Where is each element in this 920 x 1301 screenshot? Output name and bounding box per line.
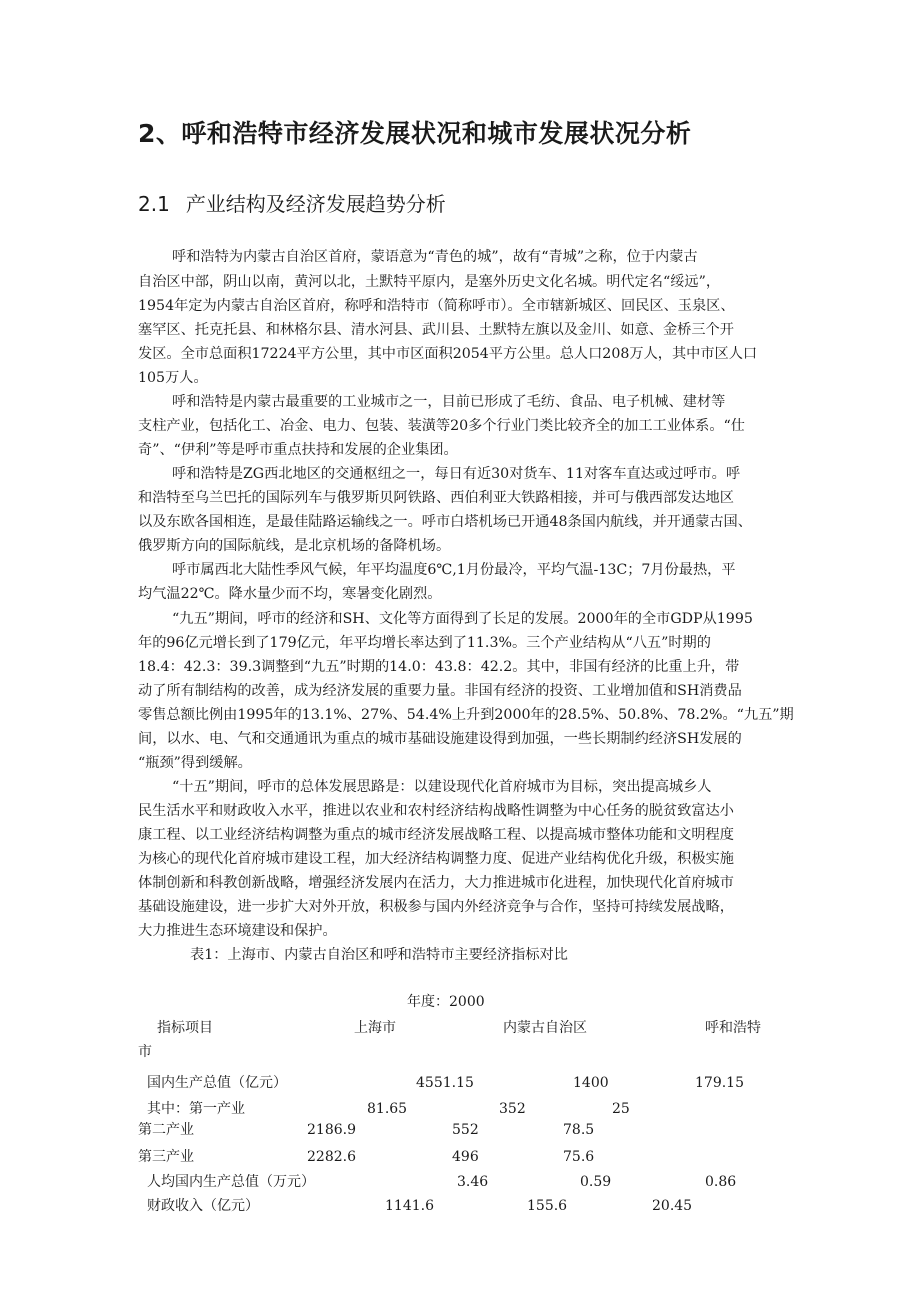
header-shanghai: 上海市 bbox=[354, 1020, 396, 1036]
text-line: 间，以水、电、气和交通通讯为重点的城市基础设施建设得到加强，一些长期制约经济SH发展的 bbox=[138, 731, 742, 747]
cell-hohhot: 0.86 bbox=[705, 1174, 737, 1190]
text-line: 支柱产业，包括化工、冶金、电力、包装、装潢等20多个行业门类比较齐全的加工工业体系。“仕 bbox=[138, 418, 745, 434]
row-label: 其中：第一产业 bbox=[147, 1101, 245, 1117]
cell-shanghai: 4551.15 bbox=[416, 1075, 474, 1091]
table-year: 年度：2000 bbox=[407, 994, 485, 1010]
text-line: 民生活水平和财政收入水平，推进以农业和农村经济结构战略性调整为中心任务的脱贫致富达小 bbox=[138, 803, 734, 819]
cell-hohhot: 179.15 bbox=[695, 1075, 744, 1091]
text-line: 基础设施建设，进一步扩大对外开放，积极参与国内外经济竞争与合作，坚持可持续发展战略， bbox=[138, 899, 734, 915]
text-line: 零售总额比例由1995年的13.1%、27%、54.4%上升到2000年的28.5%、50.8%、78.2%。“九五”期 bbox=[138, 707, 794, 723]
header-hohhot: 呼和浩特 bbox=[705, 1020, 761, 1036]
text-line: 均气温22℃。降水量少而不均，寒暑变化剧烈。 bbox=[138, 586, 442, 602]
section-title: 2、呼和浩特市经济发展状况和城市发展状况分析 bbox=[138, 119, 692, 148]
text-line: 自治区中部，阴山以南，黄河以北，土默特平原内，是塞外历史文化名城。明代定名“绥远”， bbox=[138, 274, 721, 290]
row-label: 第三产业 bbox=[138, 1149, 194, 1165]
text-line: “十五”期间，呼市的总体发展思路是：以建设现代化首府城市为目标，突出提高城乡人 bbox=[172, 779, 712, 795]
cell-shanghai: 1141.6 bbox=[385, 1198, 434, 1214]
cell-shanghai: 81.65 bbox=[367, 1101, 408, 1117]
subsection-heading bbox=[138, 188, 446, 217]
text-line: 呼和浩特是ZG西北地区的交通枢纽之一，每日有近30对货车、11对客车直达或过呼市。呼 bbox=[172, 466, 741, 482]
text-line: 呼和浩特为内蒙古自治区首府，蒙语意为“青色的城”，故有“青城”之称，位于内蒙古 bbox=[172, 249, 698, 265]
text-line: “瓶颈”得到缓解。 bbox=[138, 755, 252, 771]
row-label: 国内生产总值（亿元） bbox=[147, 1075, 287, 1091]
row-label: 人均国内生产总值（万元） bbox=[147, 1174, 315, 1190]
text-line: 和浩特至乌兰巴托的国际列车与俄罗斯贝阿铁路、西伯利亚大铁路相接，并可与俄西部发达地区 bbox=[138, 490, 734, 506]
cell-inner-mongolia: 0.59 bbox=[580, 1174, 612, 1190]
text-line: 发区。全市总面积17224平方公里，其中市区面积2054平方公里。总人口208万人，其中市区人口 bbox=[138, 346, 758, 362]
text-line: 年的96亿元增长到了179亿元，年平均增长率达到了11.3%。三个产业结构从“八五”时期的 bbox=[138, 635, 711, 651]
cell-hohhot: 20.45 bbox=[652, 1198, 693, 1214]
text-line: 为核心的现代化首府城市建设工程，加大经济结构调整力度、促进产业结构优化升级，积极实施 bbox=[138, 851, 734, 867]
cell-inner-mongolia: 1400 bbox=[573, 1075, 609, 1091]
cell-hohhot: 75.6 bbox=[563, 1149, 595, 1165]
text-line: 俄罗斯方向的国际航线，是北京机场的备降机场。 bbox=[138, 538, 451, 554]
cell-shanghai: 3.46 bbox=[457, 1174, 489, 1190]
subsection-number: 2.1 bbox=[138, 192, 170, 216]
text-line: 塞罕区、托克托县、和林格尔县、清水河县、武川县、土默特左旗以及金川、如意、金桥三个开 bbox=[138, 322, 734, 338]
text-line: 康工程、以工业经济结构调整为重点的城市经济发展战略工程、以提高城市整体功能和文明程度 bbox=[138, 827, 734, 843]
header-indicator: 指标项目 bbox=[157, 1020, 213, 1036]
text-line: 奇”、“伊利”等是呼市重点扶持和发展的企业集团。 bbox=[138, 442, 458, 458]
text-line: 1954年定为内蒙古自治区首府，称呼和浩特市（简称呼市）。全市辖新城区、回民区、玉泉区、 bbox=[138, 298, 735, 314]
cell-inner-mongolia: 352 bbox=[499, 1101, 526, 1117]
text-line: 105万人。 bbox=[138, 370, 208, 386]
cell-inner-mongolia: 552 bbox=[452, 1122, 479, 1138]
cell-shanghai: 2282.6 bbox=[307, 1149, 356, 1165]
header-inner-mongolia: 内蒙古自治区 bbox=[503, 1020, 587, 1036]
row-label: 财政收入（亿元） bbox=[147, 1198, 259, 1214]
cell-hohhot: 25 bbox=[612, 1101, 630, 1117]
text-line: 大力推进生态环境建设和保护。 bbox=[138, 923, 337, 939]
header-hohhot-wrap: 市 bbox=[138, 1044, 152, 1060]
row-label: 第二产业 bbox=[138, 1122, 194, 1138]
text-line: 呼市属西北大陆性季风气候，年平均温度6℃,1月份最冷，平均气温-13C；7月份最热，平 bbox=[172, 562, 736, 578]
cell-shanghai: 2186.9 bbox=[307, 1122, 356, 1138]
subsection-title: 产业结构及经济发展趋势分析 bbox=[185, 192, 446, 216]
table-caption: 表1：上海市、内蒙古自治区和呼和浩特市主要经济指标对比 bbox=[190, 947, 568, 963]
text-line: 以及东欧各国相连，是最佳陆路运输线之一。呼市白塔机场已开通48条国内航线，并开通蒙古国、 bbox=[138, 514, 752, 530]
cell-inner-mongolia: 155.6 bbox=[527, 1198, 568, 1214]
text-line: 呼和浩特是内蒙古最重要的工业城市之一，目前已形成了毛纺、食品、电子机械、建材等 bbox=[172, 394, 726, 410]
text-line: 体制创新和科教创新战略，增强经济发展内在活力，大力推进城市化进程，加快现代化首府城市 bbox=[138, 875, 734, 891]
text-line: “九五”期间，呼市的经济和SH、文化等方面得到了长足的发展。2000年的全市GDP从1995 bbox=[172, 611, 753, 627]
cell-hohhot: 78.5 bbox=[563, 1122, 595, 1138]
text-line: 18.4：42.3：39.3调整到“九五”时期的14.0：43.8：42.2。其中，非国有经济的比重上升，带 bbox=[138, 659, 740, 675]
cell-inner-mongolia: 496 bbox=[452, 1149, 479, 1165]
text-line: 动了所有制结构的改善，成为经济发展的重要力量。非国有经济的投资、工业增加值和SH消费品 bbox=[138, 683, 742, 699]
